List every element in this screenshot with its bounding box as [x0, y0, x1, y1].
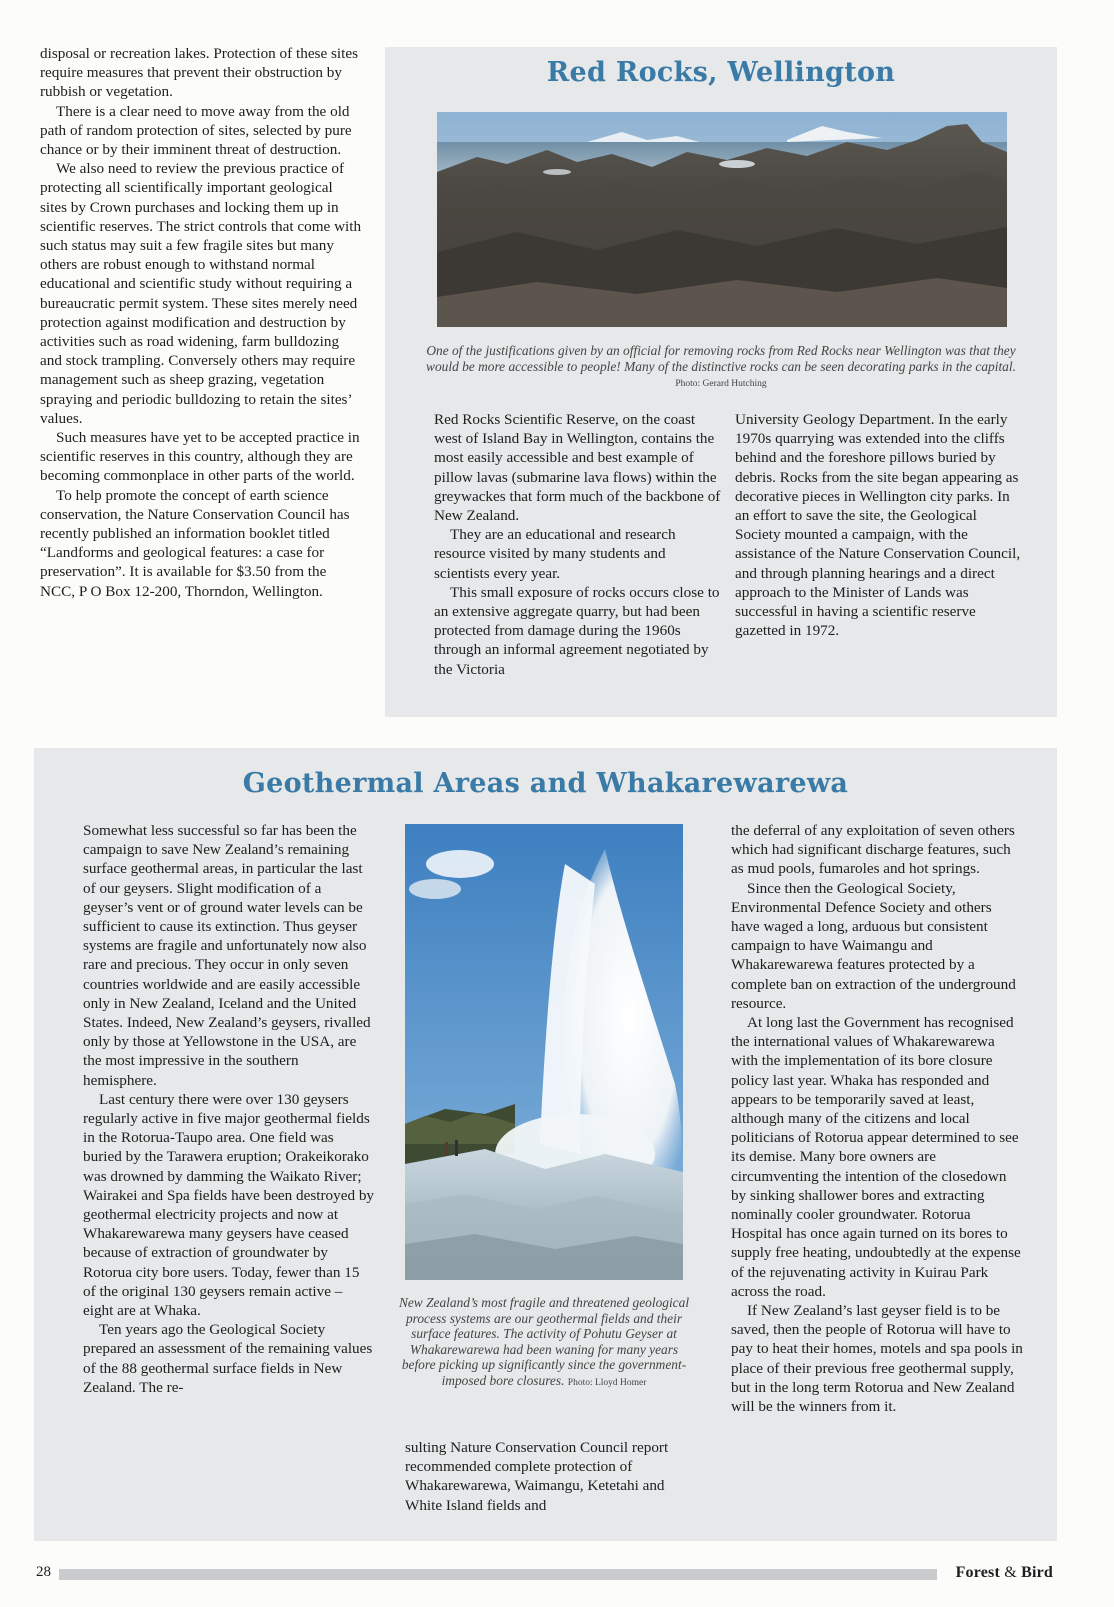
geyser-caption	[392, 1295, 696, 1391]
brand-bird: Bird	[1021, 1564, 1053, 1581]
left-paragraph-5: To help promote the concept of earth science conservation, the Nature Conservation Council has recently published an information booklet titled “Landforms and geological features: a case for preservation”. It is available for $3.50 from the NCC, P O Box 12-200, Thorndon, Wellington.	[40, 486, 350, 600]
geothermal-col1-paragraph-1: Somewhat less successful so far has been the campaign to save New Zealand’s remaining surface geothermal areas, in particular the last of our geysers. Slight modification of a geyser’s vent or of ground water levels can be sufficient to cause its extinction. Thus geyser systems are fragile and unfortunately now also rare and precious. They occur in only seven countries worldwide and are easily accessible only in New Zealand, Iceland and the United States. Indeed, New Zealand’s geysers, rivalled only by those at Yellowstone in the USA, are the most impressive in the southern hemisphere.	[83, 822, 371, 1089]
red-rocks-col1-paragraph-3: This small exposure of rocks occurs close to an extensive aggregate quarry, but had been protected from damage during the 1960s through an informal agreement negotiated by the Victoria	[434, 583, 720, 678]
geothermal-col1-paragraph-2: Last century there were over 130 geysers regularly active in five major geothermal fields in the Rotorua-Taupo area. One field was buried by the Tarawera eruption; Orakeikorako was drowned by damming the Waikato River; Wairakei and Spa fields have been destroyed by geothermal electricity projects and now at Whakarewarewa many geysers have ceased because of extraction of groundwater by Rotorua city bore users. Today, fewer than 15 of the original 130 geysers remain active – eight are at Whaka.	[83, 1090, 375, 1320]
magazine-brand	[956, 1564, 1053, 1582]
left-paragraph-2: There is a clear need to move away from the old path of random protection of sites, selected by pure chance or by their imminent threat of destruction.	[40, 102, 352, 159]
geyser-photo-illustration	[405, 824, 683, 1280]
page-number: 28	[36, 1564, 51, 1580]
red-rocks-col1-paragraph-1: Red Rocks Scientific Reserve, on the coast west of Island Bay in Wellington, contains the most easily accessible and best example of pillow lavas (submarine lava flows) within the greywackes that form much of the backbone of New Zealand.	[434, 411, 721, 525]
geothermal-column-2	[405, 1438, 695, 1515]
brand-forest: Forest	[955, 1564, 1001, 1581]
footer-rule	[59, 1569, 937, 1580]
geyser-photo-credit: Photo: Lloyd Homer	[567, 1377, 647, 1388]
geothermal-col3-paragraph-1: the deferral of any exploitation of seven others which had significant discharge features, such as mud pools, fumaroles and hot springs.	[731, 822, 1015, 878]
geothermal-column-3	[731, 821, 1023, 1416]
red-rocks-panel	[385, 47, 1057, 717]
left-column	[40, 44, 362, 601]
red-rocks-photo-credit: Photo: Gerard Hutching	[675, 379, 767, 389]
geyser-photo	[405, 824, 683, 1280]
red-rocks-col2-paragraph-1: University Geology Department. In the early 1970s quarrying was extended into the cliffs behind and the foreshore pillows buried by debris. Rocks from the site began appearing as decorative pieces in Wellington city parks. In an effort to save the site, the Geological Society mounted a campaign, with the assistance of the Nature Conservation Council, and through planning hearings and a direct approach to the Minister of Lands was successful in having a scientific reserve gazetted in 1972.	[735, 411, 1021, 640]
red-rocks-title: Red Rocks, Wellington	[546, 57, 896, 88]
geothermal-col3-paragraph-4: If New Zealand’s last geyser field is to be saved, then the people of Rotorua will have to pay to heat their homes, motels and spa pools in place of their previous free geothermal supply, but in the long term Rotorua and New Zealand will be the winners from it.	[731, 1302, 1023, 1416]
geothermal-column-1	[83, 821, 375, 1397]
geothermal-title: Geothermal Areas and Whakarewarewa	[242, 768, 849, 799]
left-paragraph-1: disposal or recreation lakes. Protection of these sites require measures that prevent their obstruction by rubbish or vegetation.	[40, 45, 359, 101]
left-paragraph-4: Such measures have yet to be accepted practice in scientific reserves in this country, although they are becoming commonplace in other parts of the world.	[40, 429, 360, 485]
geothermal-col1-paragraph-3: Ten years ago the Geological Society prepared an assessment of the remaining values of the 88 geothermal surface fields in New Zealand. The re-	[83, 1321, 373, 1396]
geothermal-panel	[34, 748, 1057, 1541]
red-rocks-col1-paragraph-2: They are an educational and research resource visited by many students and scientists every year.	[434, 526, 676, 582]
red-rocks-caption-text: One of the justifications given by an official for removing rocks from Red Rocks near Wellington was that they would be more accessible to people! Many of the distinctive rocks can be seen decorating parks in the capital.	[426, 343, 1016, 374]
red-rocks-photo	[437, 112, 1007, 327]
brand-ampersand: &	[1004, 1564, 1017, 1581]
page-footer	[36, 1563, 1056, 1585]
geyser-caption-text: New Zealand’s most fragile and threatened geological process systems are our geothermal fields and their surface features. The activity of Pohutu Geyser at Whakarewarewa had been waning for many years before picking up significantly since the government-imposed bore closures.	[398, 1295, 690, 1388]
geothermal-col3-paragraph-3: At long last the Government has recognised the international values of Whakarewarewa with the implementation of its bore closure policy last year. Whaka has responded and appears to be temporarily saved at least, although many of the citizens and local politicians of Rotorua appear determined to see its demise. Many bore owners are circumventing the intention of the closedown by sinking shallower bores and extracting nominally cooler groundwater. Rotorua Hospital has once again turned on its bores to supply free heating, undoubtedly at the expense of the rejuvenating activity in Kuirau Park across the road.	[731, 1014, 1021, 1300]
red-rocks-photo-illustration	[437, 112, 1007, 327]
red-rocks-column-2	[735, 410, 1023, 640]
geothermal-col2-paragraph-1: sulting Nature Conservation Council report recommended complete protection of Whakarewarewa, Waimangu, Ketetahi and White Island fields and	[405, 1439, 669, 1514]
red-rocks-caption	[425, 343, 1017, 393]
red-rocks-column-1	[434, 410, 722, 679]
geothermal-col3-paragraph-2: Since then the Geological Society, Environmental Defence Society and others have waged a long, arduous but consistent campaign to have Waimangu and Whakarewarewa features protected by a complete ban on extraction of the underground resource.	[731, 879, 1016, 1012]
left-paragraph-3: We also need to review the previous practice of protecting all scientifically important geological sites by Crown purchases and locking them up in scientific reserves. The strict controls that come with such status may suit a few fragile sites but many others are robust enough to withstand normal educational and scientific study without requiring a bureaucratic permit system. These sites merely need protection against modification and destruction by activities such as road widening, farm bulldozing and stock trampling. Conversely others may require management such as sheep grazing, vegetation spraying and periodic bulldozing to retain the sites’ values.	[40, 160, 362, 427]
